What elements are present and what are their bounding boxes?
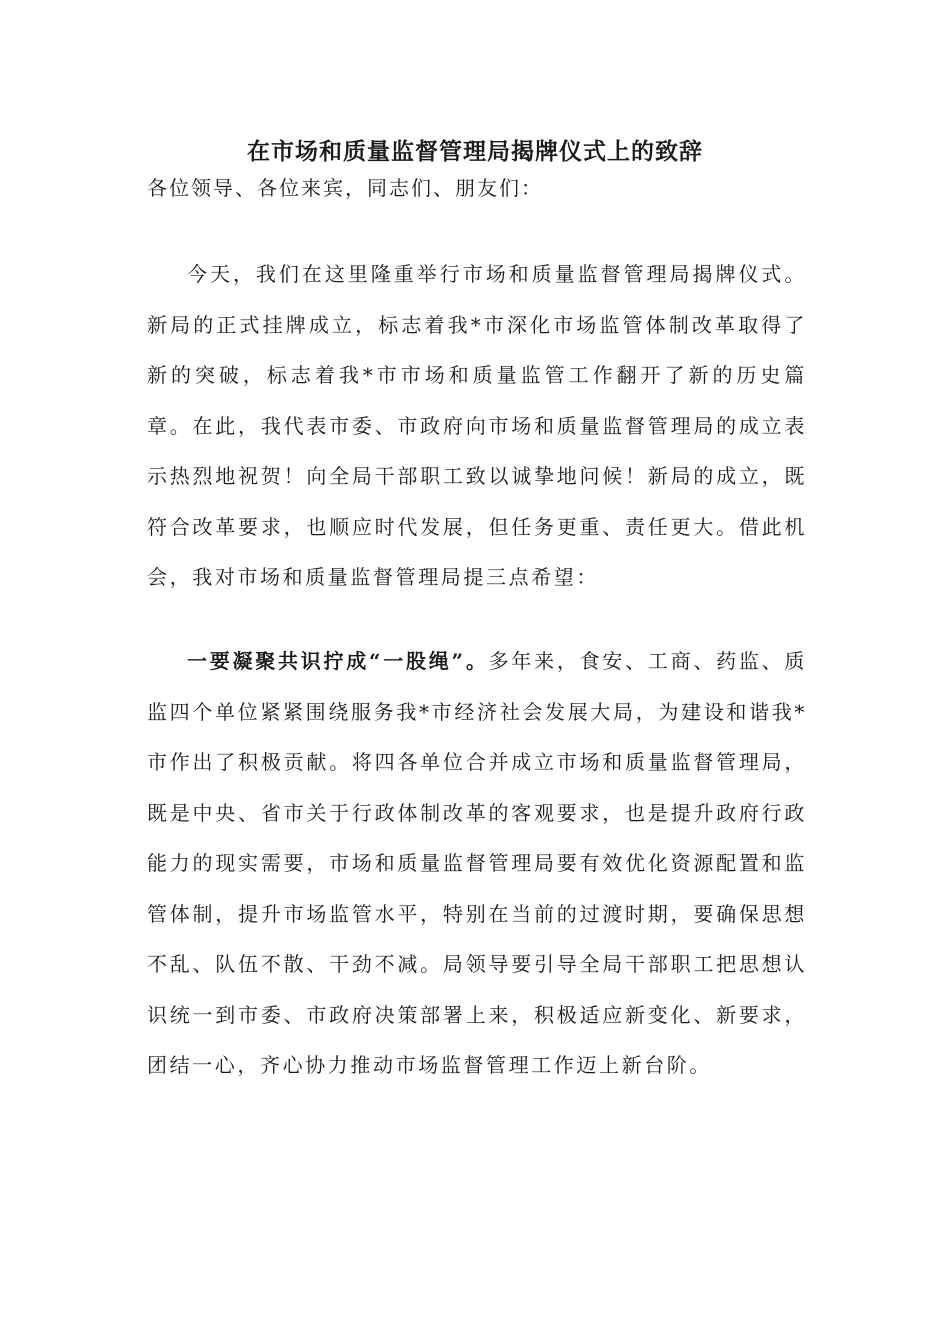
paragraph-point-one-text: 多年来，食安、工商、药监、质监四个单位紧紧围绕服务我*市经济社会发展大局，为建设和谐我*市作出了积极贡献。将四各单位合并成立市场和质量监督管理局，既是中央、省市关于行政体制改革的客观要求，也是提升政府行政能力的现实需要，市场和质量监督管理局要有效优化资源配置和监管体制，提升市场监管水平，特别在当前的过渡时期，要确保思想不乱、队伍不散、干劲不减。局领导要引导全局干部职工把思想认识统一到市委、市政府决策部署上来，积极适应新变化、新要求，团结一心，齐心协力推动市场监督管理工作迈上新台阶。: [147, 649, 807, 1077]
paragraph-point-one: [147, 636, 807, 1091]
paragraph-point-one-heading: 一要凝聚共识拧成“一股绳”。: [187, 649, 489, 673]
salutation: 各位领导、各位来宾，同志们、朋友们：: [147, 176, 543, 200]
paragraph-intro: [147, 249, 807, 603]
paragraph-intro-text: 今天，我们在这里隆重举行市场和质量监督管理局揭牌仪式。新局的正式挂牌成立，标志着我*市深化市场监管体制改革取得了新的突破，标志着我*市市场和质量监管工作翻开了新的历史篇章。在此，我代表市委、市政府向市场和质量监督管理局的成立表示热烈地祝贺！向全局干部职工致以诚挚地问候！新局的成立，既符合改革要求，也顺应时代发展，但任务更重、责任更大。借此机会，我对市场和质量监督管理局提三点希望：: [147, 262, 807, 589]
document-title: 在市场和质量监督管理局揭牌仪式上的致辞: [247, 138, 703, 165]
